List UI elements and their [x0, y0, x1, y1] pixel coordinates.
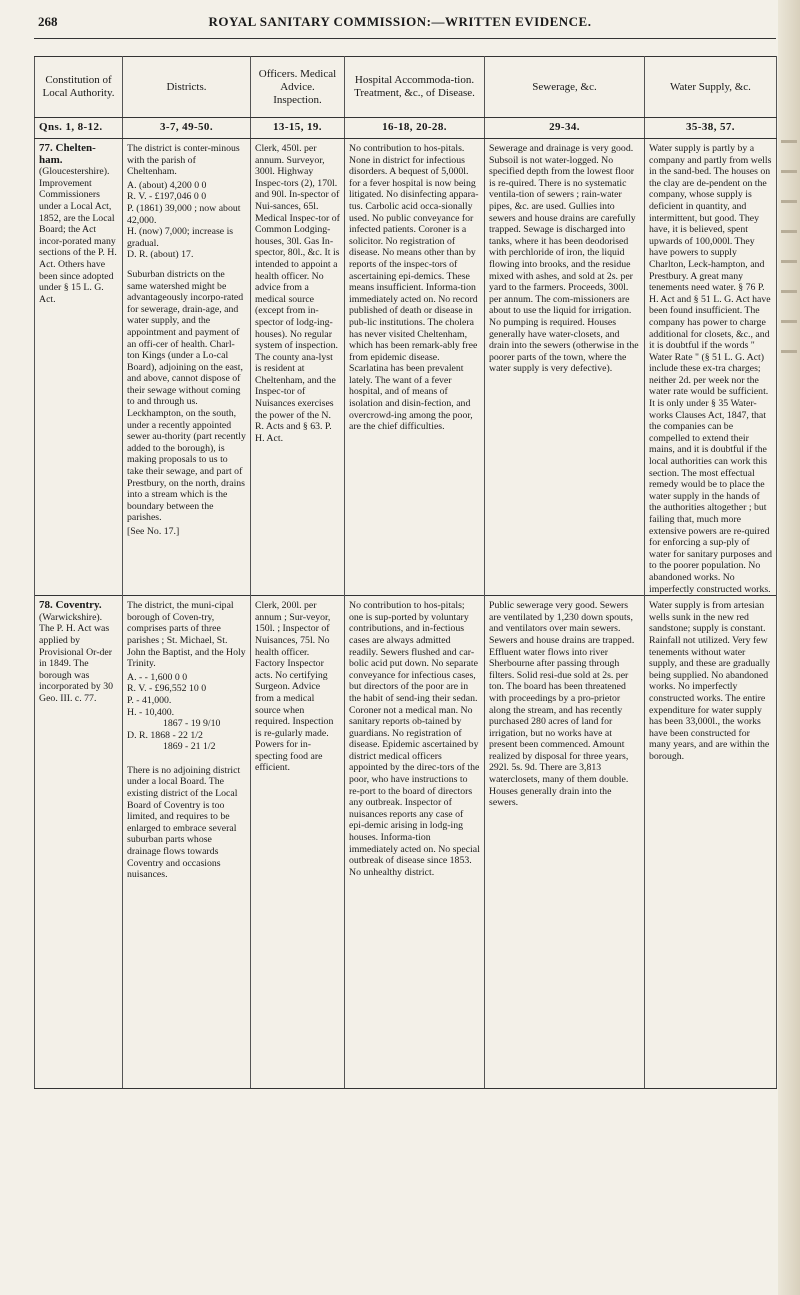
col-header-constitution: Constitution of Local Authority. — [35, 57, 123, 118]
district-area: A. - - 1,600 0 0 — [127, 671, 188, 683]
edge-mark — [781, 320, 797, 323]
district-text: There is no adjoining district under a local Board. The existing district of the Local Board of Coventry is too limited, and requires to be enlarged to embrace several suburban parts whose drainage flows towards Coventry and occasions nuisances. — [127, 764, 241, 881]
district-area: A. (about) 4,200 0 0 — [127, 179, 207, 191]
col-header-hospital: Hospital Accommoda-tion. Treatment, &c., of Disease. — [345, 57, 485, 118]
edge-mark — [781, 200, 797, 203]
edge-mark — [781, 260, 797, 263]
page-edge-shadow — [778, 0, 800, 1295]
authority-name: 78. Coventry. — [39, 599, 102, 612]
see-reference: [See No. 17.] — [127, 526, 180, 537]
running-title: ROYAL SANITARY COMMISSION:—WRITTEN EVIDENCE. — [208, 14, 592, 29]
question-ref: 35-38, 57. — [645, 118, 777, 139]
hospital-cell: No contribution to hos-pitals; one is sup-ported by voluntary contributions, and in-fectious cases are always admitted readily. Sewers flushed and car-bolic acid put down. No separate conveyance for infectious cases, but directors of the poor are in the habit of send-ing their sedan. Coroner not a medical man. No sanitary reports ob-tained by guardians. No registration of disease. Epidemic ascertained by district medical officers appointed by the direc-tors of the poor, who have instructions to re-port to the board of directors any outbreak. Inspector of nuisances reports any case of epi-demic arising in lodg-ing houses. Informa-tion immediately acted on. No special outbreak of disease since 1853. No unhealthy district. — [345, 596, 485, 1089]
district-houses: H. (now) 7,000; increase is gradual. — [127, 226, 234, 249]
district-text: Suburban districts on the same watershed might be advantageously incorpo-rated for sewerage, drain-age, and water supply, and the appointment and payment of an offi-cer of health. Charl-ton Kings (under a Lo-cal Board), adjoining on the east, and above, cannot dispose of their sewage without coming to and through us. Leckhampton, on the south, under a recently appointed sewer au-thority (part recently added to the borough), is making proposals to us to take their sewage, and part of Prestbury, on the north, drains into a stream which is the boundary between the parishes. — [127, 268, 246, 524]
page-number: 268 — [38, 14, 58, 29]
district-text: The district, the muni-cipal borough of Coven-try, comprises parts of three parishes ; St. Michael, St. John the Baptist, and the Holy Trinity. — [127, 600, 246, 670]
entry-cheltenham — [35, 139, 777, 596]
question-refs-row — [35, 118, 777, 139]
constitution-text: Improvement Commissioners under a Local Act, 1852, are the Local Board; the Act incor-porated many sections of the P. H. Act. Others have been since adopted under § 15 L. G. Act. — [39, 177, 117, 305]
edge-mark — [781, 230, 797, 233]
question-ref: Qns. 1, 8-12. — [35, 118, 123, 139]
page-header — [0, 14, 800, 34]
question-ref: 16-18, 20-28. — [345, 118, 485, 139]
districts-cell — [123, 596, 251, 1089]
constitution-text: The P. H. Act was applied by Provisional Or-der in 1849. The borough was incorporated by 30 Geo. III. c. 77. — [39, 623, 113, 704]
edge-mark — [781, 140, 797, 143]
authority-name: 77. Chelten-ham. — [39, 142, 96, 166]
district-rateable-value: R. V. - £96,552 10 0 — [127, 683, 207, 695]
entry-coventry — [35, 596, 777, 1089]
question-ref: 3-7, 49-50. — [123, 118, 251, 139]
edge-mark — [781, 350, 797, 353]
district-population: P. (1861) 39,000 ; now about 42,000. — [127, 202, 241, 226]
sewerage-cell: Public sewerage very good. Sewers are ventilated by 1,230 down spouts, and ventilators over main sewers. Sewers and house drains are trapped. Effluent water flows into river Sherbourne after passing through filters. Solid resi-due sold at 2s. per ton. The board has been threatened with proceedings by a pro-prietor along the stream, and has recently purchased 280 acres of land for irrigation, but no works have at present been commenced. Amount realized by disposal for three years, 292l. 5s. 9d. There are 3,813 waterclosets, many of them double. Houses generally drain into the sewers. — [485, 596, 645, 1089]
district-population: P. - 41,000. — [127, 694, 172, 706]
constitution-cell — [35, 596, 123, 1089]
col-header-water: Water Supply, &c. — [645, 57, 777, 118]
col-header-sewerage: Sewerage, &c. — [485, 57, 645, 118]
col-header-officers: Officers. Medical Advice. Inspection. — [251, 57, 345, 118]
water-cell: Water supply is partly by a company and partly from wells in the sand-bed. The houses on the clay are de-pendent on the company, whose supply is deficient in quantity, and intermittent, but good. They have, it is believed, spent upwards of 100,000l. They have powers to supply Charlton, Leck-hampton, and Prestbury. A great many tenements need water. § 76 P. H. Act and § 51 L. G. Act have been found insufficient. The company has power to charge additional for closets, &c., and it is doubtful if the words " Water Rate " (§ 51 L. G. Act) include these ex-tra charges; neither 2d. per week nor the water rate would be sufficient. It is only under § 35 Water-works Clauses Act, 1847, that the companies can be compelled to extend their mains, and it is doubtful if the local authorities can work this section. The most effectual remedy would be to place the water supply in the hands of the authorities altogether ; but failing that, much more extensive powers are re-quired for enforcing a sup-ply of water for sanitary purposes and to the poorer population. No abandoned works. No imperfectly constructed works. — [645, 139, 777, 596]
death-rate-1868: D. R. 1868 - 22 1/2 — [127, 729, 203, 741]
col-header-districts: Districts. — [123, 57, 251, 118]
districts-cell — [123, 139, 251, 596]
district-text: The district is conter-minous with the parish of Cheltenham. — [127, 143, 240, 178]
death-rate-1869: 1869 - 21 1/2 — [163, 741, 216, 753]
constitution-text: (Warwickshire). — [39, 611, 103, 623]
question-ref: 29-34. — [485, 118, 645, 139]
constitution-cell — [35, 139, 123, 596]
sewerage-cell: Sewerage and drainage is very good. Subsoil is not water-logged. No specified depth from the lowest floor is re-quired. There is no systematic ventila-tion of sewers ; rain-water pipes, &c. are used. Gullies into sewers and house drains are carefully trapped. Sewage is discharged into tanks, where it has been deodorised with perchloride of iron, the liquid flowing into brooks, and the residue mixed with ashes, and sold at 2s. per yard to the farmers. Proceeds, 300l. per annum. The com-missioners are about to use the liquid for irrigation. No pumping is required. Houses generally have water-closets, and drain into the sewers (otherwise in the poorer parts of the town, where the water supply is very defective). — [485, 139, 645, 596]
constitution-text: (Gloucestershire). — [39, 166, 110, 178]
hospital-cell: No contribution to hos-pitals. None in district for infectious disorders. A bequest of 5,000l. for a fever hospital is now being litigated. No disinfecting appara-tus. Carbolic acid occa-sionally used. No public conveyance for infected patients. Coroner is a solicitor. No registration of disease. No means other than by reports of the inspec-tors of ascertaining epi-demics. These means insufficient. Informa-tion immediately acted on. No record published of death or disease in pub-lic institutions. The cholera has never visited Cheltenham, which has been remark-ably free from epidemic disease. Scarlatina has been prevalent lately. The want of a fever hospital, and of means of isolation and disin-fection, and overcrowd-ing among the poor, are the chief difficulties. — [345, 139, 485, 596]
evidence-table — [34, 56, 777, 1089]
district-death-rate: D. R. (about) 17. — [127, 249, 194, 261]
header-rule — [34, 38, 776, 39]
question-ref: 13-15, 19. — [251, 118, 345, 139]
edge-mark — [781, 290, 797, 293]
district-rateable-value: R. V. - £197,046 0 0 — [127, 191, 207, 203]
water-cell: Water supply is from artesian wells sunk in the new red sandstone; supply is constant. Rainfall not utilized. Very few tenements without water supply, and these are gradually being supplied. No abandoned works. No imperfectly constructed works. The entire expenditure for water supply has been 33,000l., the works have been constructed for many years, and are within the borough. — [645, 596, 777, 1089]
death-rate-1867: 1867 - 19 9/10 — [163, 718, 221, 730]
officers-cell: Clerk, 450l. per annum. Surveyor, 300l. Highway Inspec-tors (2), 170l. and 90l. In-spector of Nui-sances, 65l. Medical Inspec-tor of Common Lodging-houses, 30l. Gas In-spector, 80l., &c. It is intended to appoint a health officer. No advice from a medical source (except from in-spector of lodg-ing-houses). No regular system of inspection. The county ana-lyst is resident at Cheltenham, and the Inspec-tor of Nuisances exercises the power of the N. R. Acts and § 63. P. H. Act. — [251, 139, 345, 596]
officers-cell: Clerk, 200l. per annum ; Sur-veyor, 150l. ; Inspector of Nuisances, 75l. No health officer. Factory Inspector acts. No certifying Surgeon. Advice from a medical source when required. Inspection is re-gularly made. Powers for in-specting food are efficient. — [251, 596, 345, 1089]
edge-mark — [781, 170, 797, 173]
district-houses: H. - 10,400. — [127, 706, 175, 718]
column-headers — [35, 57, 777, 118]
